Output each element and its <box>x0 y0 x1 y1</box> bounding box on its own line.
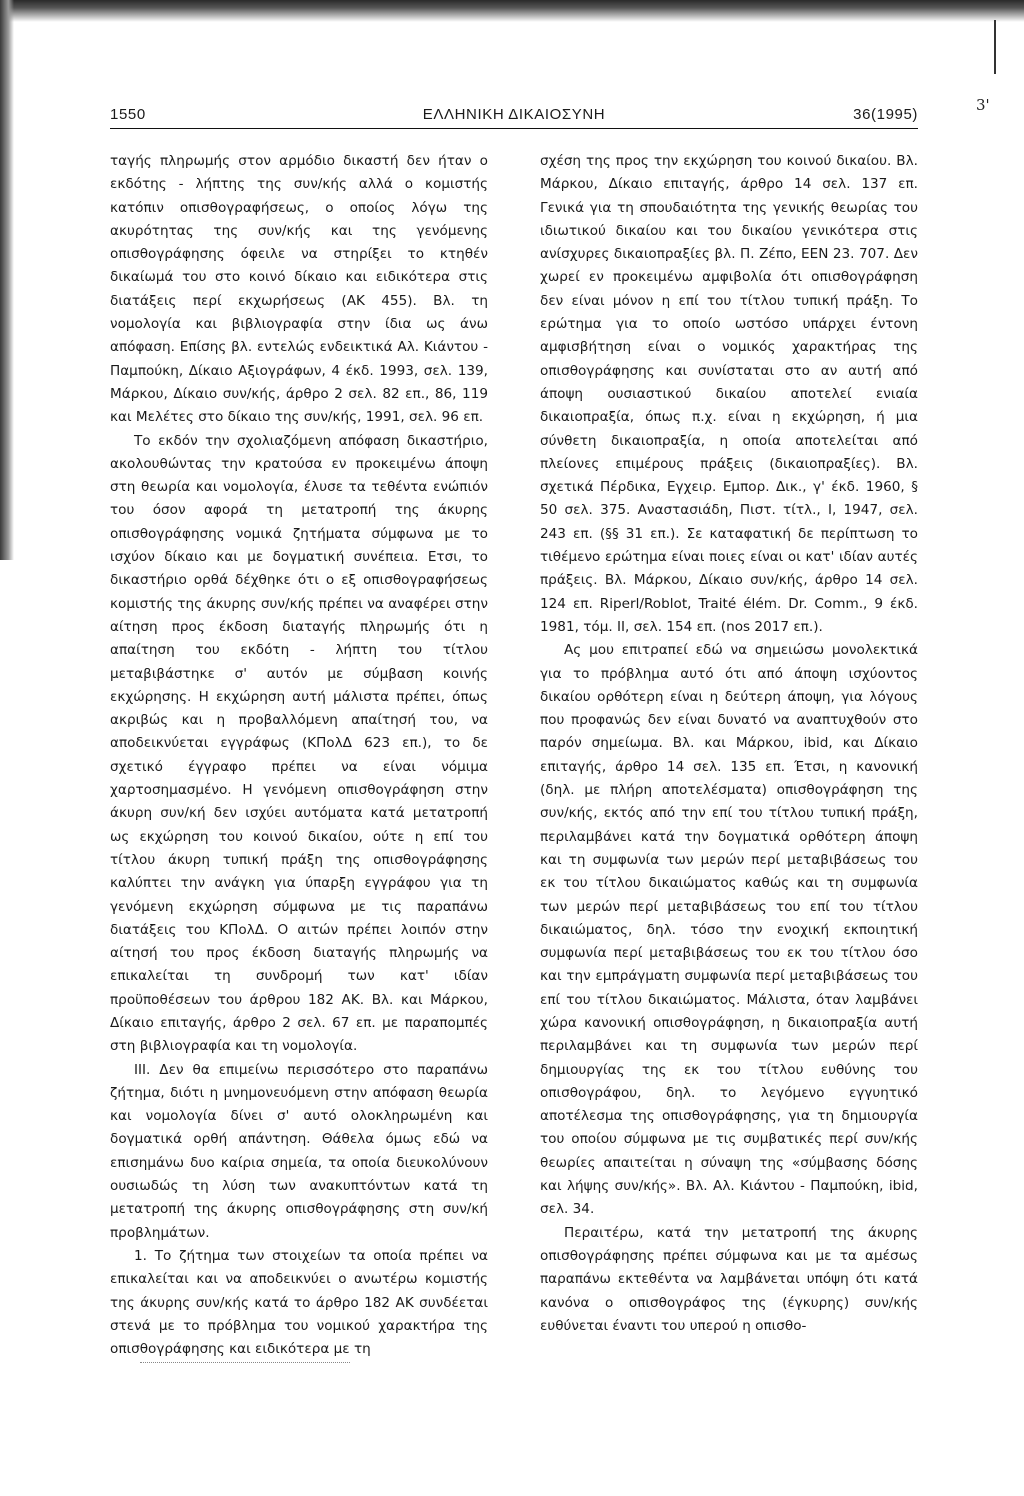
paragraph: ΙΙΙ. Δεν θα επιμείνω περισσότερο στο παραπάνω ζήτημα, διότι η μνημονευόμενη στην απόφαση θεωρία και νομολογία δίνει σ' αυτό ολοκληρωμένη και δογματικά ορθή απάντηση. Θάθελα όμως εδώ να επισημάνω δυο καίρια σημεία, τα οποία διευκολύνουν ουσιωδώς τη λύση των ανακυπτόντων κατά τη μετατροπή της άκυρης οπισθογράφησης στη συν/κή προβλημάτων. <box>110 1061 488 1241</box>
scan-smudge <box>140 1362 350 1367</box>
right-text-column <box>540 150 918 1338</box>
paragraph: ταγής πληρωμής στον αρμόδιο δικαστή δεν ήταν ο εκδότης - λήπτης της συν/κής αλλά ο κομιστής κατόπιν οπισθογραφήσεως, ο οποίος λόγω της ακυρότητας της συν/κής και της γενόμενης οπισθογράφησης όφειλε να στηρίξει το κτηθέν δικαίωμά του στο κοινό δίκαιο και ειδικότερα στις διατάξεις περί εκχωρήσεως (ΑΚ 455). Βλ. τη νομολογία και βιβλιογραφία στην ίδια ως άνω απόφαση. Επίσης βλ. εντελώς ενδεικτικά Αλ. Κιάντου - Παμπούκη, Δίκαιο Αξιογράφων, 4 έκδ. 1993, σελ. 139, Μάρκου, Δίκαιο συν/κής, άρθρο 2 σελ. 82 επ., 86, 119 και Μελέτες στο δίκαιο της συν/κής, 1991, σελ. 96 επ. <box>110 153 488 426</box>
paragraph: 1. Το ζήτημα των στοιχείων τα οποία πρέπει να επικαλείται και να αποδεικνύει ο ανωτέρω κομιστής της άκυρης συν/κής κατά το άρθρο 182 ΑΚ συνδέεται στενά με το πρόβλημα του νομικού χαρακτήρα της οπισθογράφησης και ειδικότερα με τη <box>110 1247 488 1358</box>
scan-left-edge <box>0 0 14 560</box>
paragraph: Ας μου επιτραπεί εδώ να σημειώσω μονολεκτικά για το πρόβλημα αυτό ότι από άποψη ισχύοντος δικαίου ορθότερη είναι η δεύτερη άποψη, για λόγους που προφανώς δεν είναι δυνατό να αναπτυχθούν στο παρόν σημείωμα. Βλ. και Μάρκου, ibid, και Δίκαιο επιταγής, άρθρο 14 σελ. 135 επ. Έτσι, η κανονική (δηλ. με πλήρη αποτελέσματα) οπισθογράφηση της συν/κής, εκτός από την επί του τίτλου τυπική πράξη, περιλαμβάνει κατά την δογματικά ορθότερη άποψη και τη συμφωνία των μερών περί μεταβιβάσεως του εκ του τίτλου δικαιώματος καθώς και τη συμφωνία των μερών περί μεταβιβάσεως του επί του τίτλου δικαιώματος, δηλ. τόσο την ενοχική εκποιητική συμφωνία περί μεταβιβάσεως του εκ του τίτλου όσο και την εμπράγματη συμφωνία περί μεταβιβάσεως του επί του τίτλου δικαιώματος. Μάλιστα, όταν λαμβάνει χώρα κανονική οπισθογράφηση, η δικαιοπραξία αυτή περιλαμβάνει και τη συμφωνία των μερών περί δημιουργίας της εκ του τίτλου ευθύνης του οπισθογράφου, δηλ. το λεγόμενο εγγυητικό αποτέλεσμα της οπισθογράφησης, για τη δημιουργία του οποίου σύμφωνα με τις συμβατικές περί συν/κής θεωρίες απαιτείται η σύναψη της «σύμβασης δόσης και λήψης συν/κής». Βλ. Αλ. Κιάντου - Παμπούκη, ibid, σελ. 34. <box>540 642 918 1218</box>
running-header <box>110 106 918 129</box>
page-number: 1550 <box>110 106 146 123</box>
journal-title: ΕΛΛΗΝΙΚΗ ΔΙΚΑΙΟΣΥΝΗ <box>422 106 606 123</box>
paragraph: Το εκδόν την σχολιαζόμενη απόφαση δικαστήριο, ακολουθώντας την κρατούσα εν προκειμένω άποψη στη θεωρία και νομολογία, έλυσε τα τεθέντα ενώπιόν του όσον αφορά τη μετατροπή της άκυρης οπισθογράφησης νομικά ζητήματα σύμφωνα με το ισχύον δίκαιο και με δογματική συνέπεια. Ετσι, το δικαστήριο ορθά δέχθηκε ότι ο εξ οπισθογραφήσεως κομιστής της άκυρης συν/κής πρέπει να αναφέρει στην αίτηση προς έκδοση διαταγής πληρωμής ότι η απαίτηση του εκδότη - λήπτη του τίτλου μεταβιβάστηκε σ' αυτόν με σύμβαση κοινής εκχώρησης. Η εκχώρηση αυτή μάλιστα πρέπει, όπως ακριβώς και η προβαλλόμενη απαίτησή του, να αποδεικνύεται εγγράφως (ΚΠολΔ 623 επ.), το δε σχετικό έγγραφο πρέπει να είναι νόμιμα χαρτοσημασμένο. Η γενόμενη οπισθογράφηση στην άκυρη συν/κή δεν ισχύει αυτόματα κατά μετατροπή ως εκχώρηση του κοινού δικαίου, ούτε η επί του τίτλου άκυρη τυπική πράξη της οπισθογράφησης καλύπτει την ανάγκη για ύπαρξη εγγράφου για τη γενόμενη εκχώρηση σύμφωνα με τις παραπάνω διατάξεις του ΚΠολΔ. Ο αιτών πρέπει λοιπόν στην αίτησή του προς έκδοση διαταγής πληρωμής να επικαλείται τη συνδρομή των κατ' ιδίαν προϋποθέσεων του άρθρου 182 ΑΚ. Βλ. και Μάρκου, Δίκαιο επιταγής, άρθρο 2 σελ. 67 επ. με παραπομπές στη βιβλιογραφία και τη νομολογία. <box>110 432 488 1055</box>
volume-year: 36(1995) <box>853 106 918 123</box>
corner-page-mark: 3' <box>976 96 990 114</box>
scan-top-edge <box>0 0 1024 22</box>
paragraph: σχέση της προς την εκχώρηση του κοινού δικαίου. Βλ. Μάρκου, Δίκαιο επιταγής, άρθρο 14 σελ. 137 επ. Γενικά για τη σπουδαιότητα της γενικής θεωρίας του ιδιωτικού δικαίου και του δικαίου γενικότερα στις ανίσχυρες δικαιοπραξίες βλ. Π. Ζέπο, ΕΕΝ 23. 707. Δεν χωρεί εν προκειμένω αμφιβολία ότι οπισθογράφηση δεν είναι μόνον η επί του τίτλου τυπική πράξη. Το ερώτημα για το οποίο ωστόσο υπάρχει έντονη αμφισβήτηση είναι ο νομικός χαρακτήρας της οπισθογράφησης και συνίσταται στο αν αυτή από άποψη ουσιαστικού δικαίου αποτελεί ενιαία δικαιοπραξία, όπως π.χ. είναι η εκχώρηση, ή μια σύνθετη δικαιοπραξία, η οποία αποτελείται από πλείονες επιμέρους πράξεις (δικαιοπραξίες). Βλ. σχετικά Πέρδικα, Εγχειρ. Εμπορ. Δικ., γ' έκδ. 1960, § 50 σελ. 375. Αναστασιάδη, Πιστ. τίτλ., Ι, 1947, σελ. 243 επ. (§§ 31 επ.). Σε καταφατική δε περίπτωση το τιθέμενο ερώτημα είναι ποιες είναι οι κατ' ιδίαν αυτές πράξεις. Βλ. Μάρκου, Δίκαιο συν/κής, άρθρο 14 σελ. 124 επ. Riperl/Roblot, Traité élém. Dr. Comm., 9 έκδ. 1981, τόμ. ΙΙ, σελ. 154 επ. (nos 2017 επ.). <box>540 153 918 635</box>
left-text-column <box>110 150 488 1361</box>
scan-margin-mark <box>994 20 996 74</box>
paragraph: Περαιτέρω, κατά την μετατροπή της άκυρης οπισθογράφησης πρέπει σύμφωνα και με τα αμέσως παραπάνω εκτεθέντα να λαμβάνεται υπόψη ότι κατά κανόνα ο οπισθογράφος της (έγκυρης) συν/κής ευθύνεται έναντι του υπερού η οπισθο- <box>540 1224 918 1334</box>
